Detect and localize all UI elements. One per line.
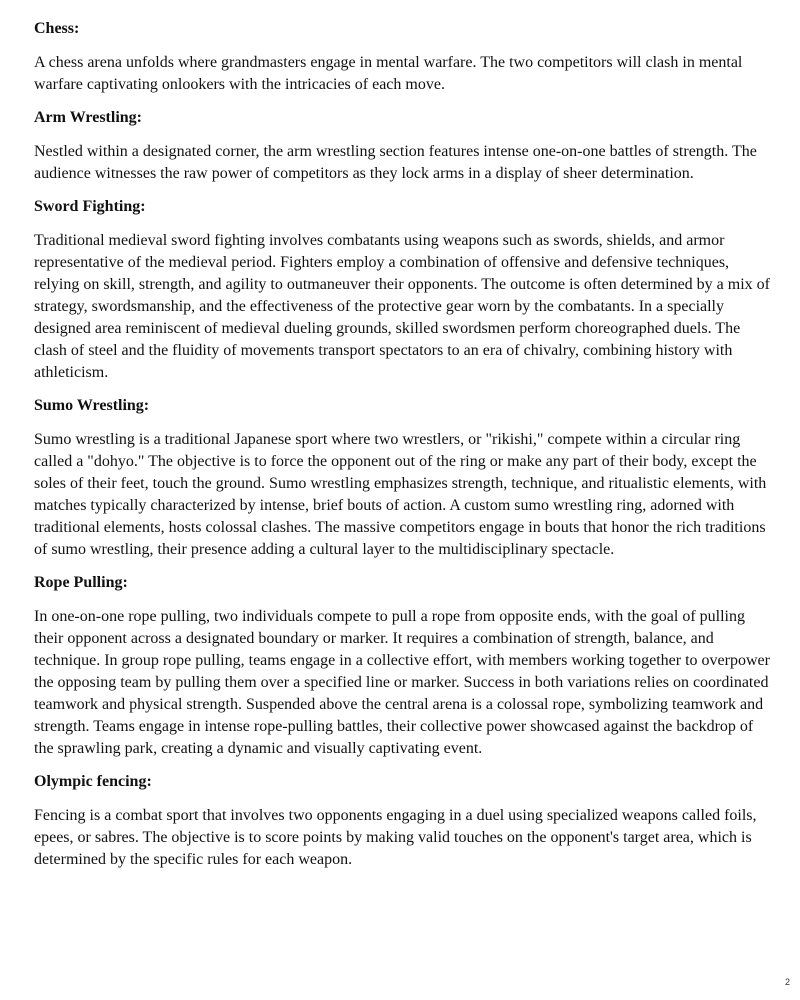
section-sumo-wrestling [34, 395, 774, 561]
page-number: 2 [784, 977, 790, 987]
section-sword-fighting [34, 196, 774, 384]
section-body: Nestled within a designated corner, the arm wrestling section features intense one-on-one battles of strength. The audience witnesses the raw power of competitors as they lock arms in a display of sheer determination. [34, 143, 757, 182]
section-heading: Rope Pulling: [34, 574, 128, 591]
section-heading: Sumo Wrestling: [34, 397, 150, 414]
document-page [34, 18, 774, 882]
section-arm-wrestling [34, 107, 774, 185]
section-body: Fencing is a combat sport that involves two opponents engaging in a duel using specialized weapons called foils, epees, or sabres. The objective is to score points by making valid touches on the opponent's target area, which is determined by the specific rules for each weapon. [34, 807, 757, 868]
section-heading: Sword Fighting: [34, 198, 146, 215]
section-rope-pulling [34, 572, 774, 760]
section-heading: Olympic fencing: [34, 773, 152, 790]
section-body: A chess arena unfolds where grandmasters engage in mental warfare. The two competitors will clash in mental warfare captivating onlookers with the intricacies of each move. [34, 54, 743, 93]
section-heading: Chess: [34, 20, 80, 37]
section-body: Traditional medieval sword fighting involves combatants using weapons such as swords, shields, and armor representative of the medieval period. Fighters employ a combination of offensive and defensive techniques, relying on skill, strength, and agility to outmaneuver their opponents. The outcome is often determined by a mix of strategy, swordsmanship, and the effectiveness of the protective gear worn by the combatants. In a specially designed area reminiscent of medieval dueling grounds, skilled swordsmen perform choreographed duels. The clash of steel and the fluidity of movements transport spectators to an era of chivalry, combining history with athleticism. [34, 232, 770, 381]
section-chess [34, 18, 774, 96]
section-body: In one-on-one rope pulling, two individuals compete to pull a rope from opposite ends, with the goal of pulling their opponent across a designated boundary or marker. It requires a combination of strength, balance, and technique. In group rope pulling, teams engage in a collective effort, with members working together to overpower the opposing team by pulling them over a specified line or marker. Success in both variations relies on coordinated teamwork and physical strength. Suspended above the central arena is a colossal rope, symbolizing teamwork and strength. Teams engage in intense rope-pulling battles, their collective power showcased against the backdrop of the sprawling park, creating a dynamic and visually captivating event. [34, 608, 770, 757]
section-olympic-fencing [34, 771, 774, 871]
section-heading: Arm Wrestling: [34, 109, 142, 126]
section-body: Sumo wrestling is a traditional Japanese sport where two wrestlers, or "rikishi," compete within a circular ring called a "dohyo." The objective is to force the opponent out of the ring or make any part of their body, except the soles of their feet, touch the ground. Sumo wrestling emphasizes strength, technique, and ritualistic elements, with matches typically characterized by intense, brief bouts of action. A custom sumo wrestling ring, adorned with traditional elements, hosts colossal clashes. The massive competitors engage in bouts that honor the rich traditions of sumo wrestling, their presence adding a cultural layer to the multidisciplinary spectacle. [34, 431, 767, 558]
